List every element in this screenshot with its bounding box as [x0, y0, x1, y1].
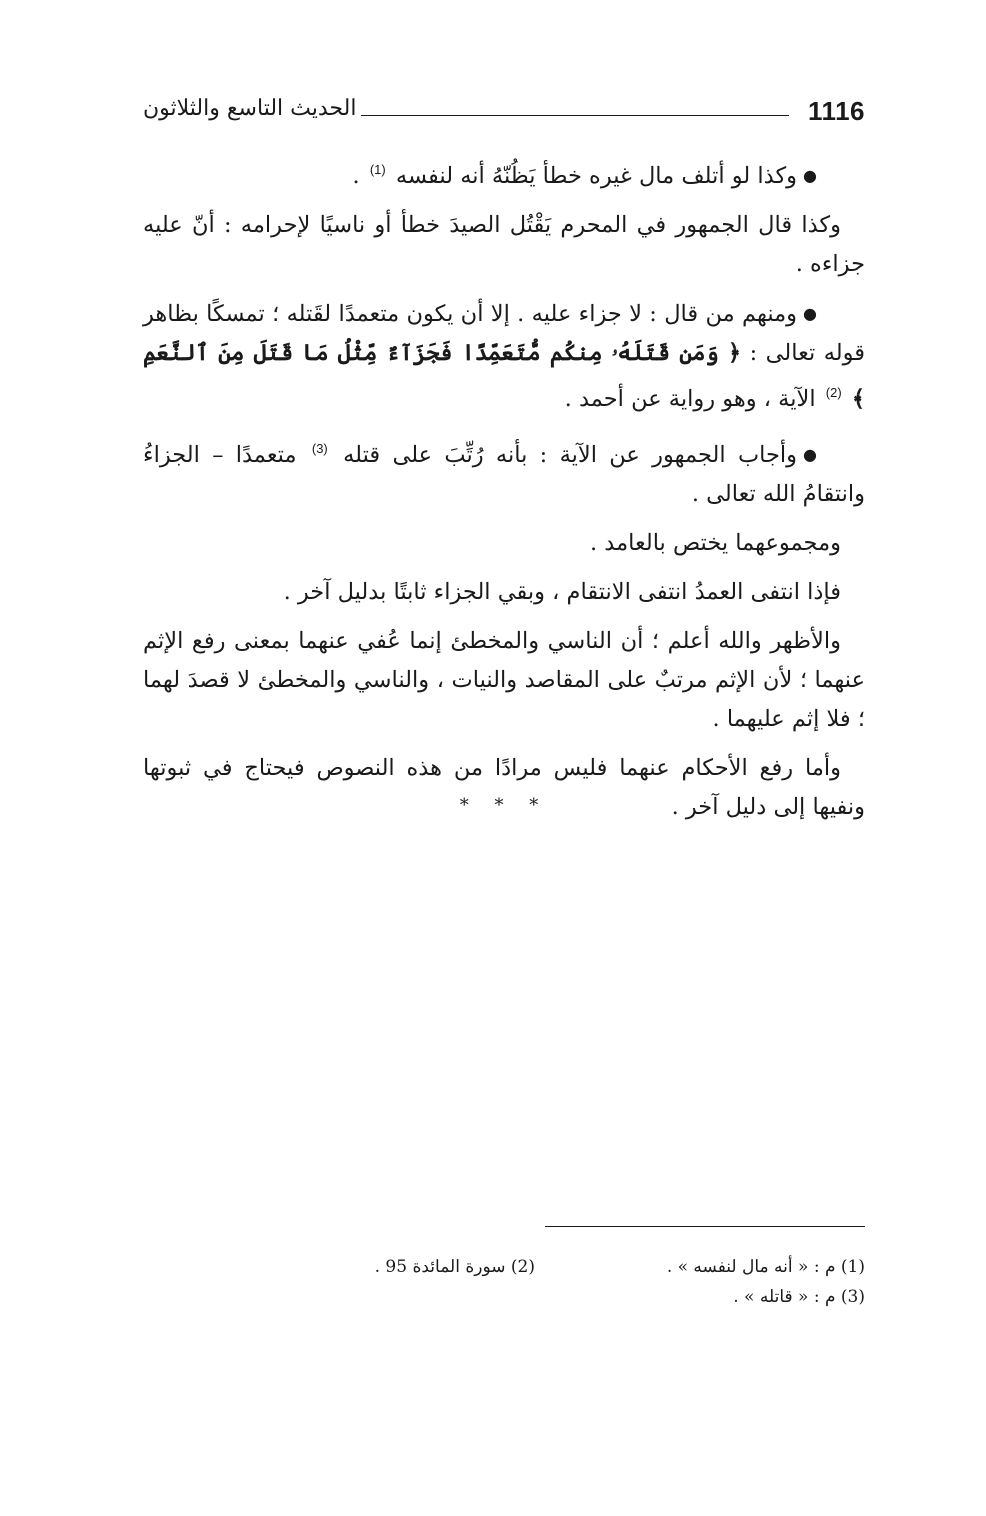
paragraph-3	[143, 294, 865, 419]
paragraph-1-end: .	[352, 163, 360, 189]
main-text	[143, 150, 865, 837]
paragraph-5: ومجموعهما يختص بالعامد .	[589, 530, 841, 556]
footnotes	[143, 1252, 865, 1312]
footnote-3: (3) م : « قاتله » .	[733, 1287, 865, 1307]
paragraph-1-text: وكذا لو أتلف مال غيره خطأ يَظُنّهُ أنه لنفسه	[395, 163, 798, 189]
section-divider: * * *	[459, 795, 549, 816]
page-number: 1116	[808, 96, 865, 126]
paragraph-6: فإذا انتفى العمدُ انتفى الانتقام ، وبقي الجزاء ثابتًا بدليل آخر .	[283, 579, 841, 605]
bullet-icon: ●	[803, 166, 817, 185]
footnote-row	[143, 1282, 865, 1312]
footnote-1: (1) م : « أنه مال لنفسه » .	[666, 1257, 865, 1277]
running-header	[143, 92, 865, 132]
footnote-row	[143, 1252, 865, 1282]
footnote-ref-1[interactable]: (1)	[369, 162, 386, 177]
paragraph-8: وأما رفع الأحكام عنهما فليس مرادًا من هذه النصوص فيحتاج في ثبوتها ونفيها إلى دليل آخر .	[143, 755, 865, 820]
paragraph-3-text-a: ومنهم من قال : لا جزاء عليه . إلا أن يكون متعمدًا لقَتله ؛ تمسكًا بظاهر قوله تعالى :	[143, 301, 866, 366]
bullet-icon: ●	[803, 304, 817, 323]
paragraph-7: والأظهر والله أعلم ؛ أن الناسي والمخطئ إنما عُفي عنهما بمعنى رفع الإثم عنهما ؛ لأن الإثم مرتبٌ على المقاصد والنيات ، والناسي والمخطئ لا قصدَ لهما ؛ فلا إثم عليهما .	[143, 628, 865, 732]
paragraph-4	[143, 429, 865, 514]
header-rule	[361, 115, 789, 116]
quran-verse: ﴿ وَمَن قَتَلَهُۥ مِنكُم مُّتَعَمِّدًا فَجَزَآءٌ مِّثْلُ مَا قَتَلَ مِنَ ٱلنَّعَمِ ﴾	[143, 340, 865, 412]
paragraph-2: وكذا قال الجمهور في المحرم يَقْتُل الصيدَ خطأ أو ناسيًا لإحرامه : أنّ عليه جزاءه .	[143, 212, 865, 277]
footnote-2: (2) سورة المائدة 95 .	[374, 1257, 535, 1277]
paragraph-1	[143, 150, 865, 196]
footnote-ref-2[interactable]: (2)	[825, 385, 842, 400]
footnote-rule	[545, 1226, 865, 1227]
footnote-ref-3[interactable]: (3)	[311, 441, 328, 456]
paragraph-3-text-b: الآية ، وهو رواية عن أحمد .	[564, 386, 816, 412]
chapter-title: الحديث التاسع والثلاثون	[143, 96, 357, 121]
paragraph-4-text-a: وأجاب الجمهور عن الآية : بأنه رُتِّبَ على قتله	[343, 442, 798, 468]
bullet-icon: ●	[803, 445, 817, 464]
paragraph-4-text-b: متعمدًا – الجزاءُ وانتقامُ الله تعالى .	[143, 442, 865, 507]
